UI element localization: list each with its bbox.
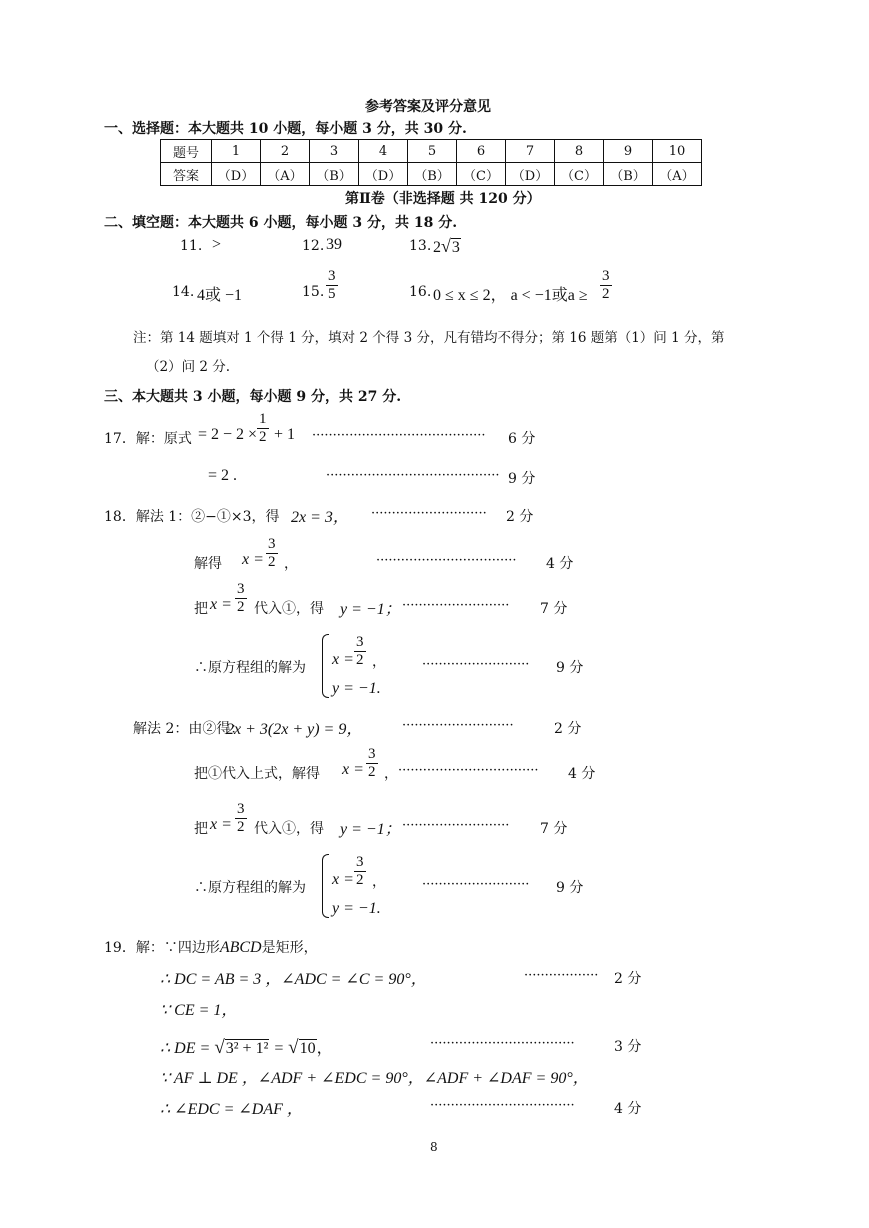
q18-m1-solve: 解得 [194,556,222,572]
q18-m1-sub-a: 把 [194,601,208,617]
q14-number: 14. [172,284,195,300]
q18-m2-sub-x: x = [210,816,232,833]
q18-m1-sol-comma: ， [372,654,386,670]
frac-num: 3 [368,746,376,762]
q12-answer: 39 [326,236,342,253]
q17-score-2: 9 分 [508,471,536,487]
q17-expr-a: = 2 − 2 × [198,426,258,443]
q18-m1-sub-b: 代入①，得 [254,601,324,617]
table-cell: 4 [359,140,408,163]
table-cell: （D） [212,163,261,186]
q18-m2-sub-b: 代入①，得 [254,821,324,837]
q18-m2-comma: ， [384,766,398,782]
q18-m1-dots-3: ·························· [402,598,510,613]
q15-answer [324,268,340,303]
q17-dots-1: ·········································· [312,428,486,443]
q19-intro [104,937,318,957]
q18-m1-comma: ， [284,556,298,572]
q19-line-3: ∴ DE = √3² + 1² = √10， [160,1037,333,1058]
q18-m1-score-1: 2 分 [506,509,534,525]
table-cell: （B） [604,163,653,186]
q18-m2-score-2: 4 分 [568,766,596,782]
q17-expr-b: + 1 [274,426,296,443]
q18-m2-sol-frac [352,854,368,889]
q13-radicand: 3 [451,239,460,256]
q19-label: 19．解：∵四边形 [104,940,220,956]
q16-denominator: 2 [602,286,610,302]
q18-m2-label: 解法 2：由②得： [133,721,245,737]
table-cell: （A） [261,163,310,186]
table-cell: 7 [506,140,555,163]
page-title: 参考答案及评分意见 [365,99,491,115]
note-line-2: （2）问 2 分. [146,359,231,375]
q18-m1-x: x = [242,551,264,568]
frac-den: 2 [237,599,245,615]
q13-answer: 2√3 [433,236,460,256]
section-2-heading: 二、填空题：本大题共 6 小题，每小题 3 分，共 18 分. [104,215,458,231]
q17-frac-num: 1 [259,411,267,427]
q19-de: ∴ DE = [160,1040,211,1057]
table-cell: （B） [310,163,359,186]
q18-m2-sub-a: 把 [194,821,208,837]
q18-m1-dots-1: ···························· [371,506,487,521]
answer-table [160,139,702,186]
table-cell: 9 [604,140,653,163]
q18-m2-frac [364,746,380,781]
q16-numerator: 3 [602,268,610,284]
q18-m2-sol-label: ∴原方程组的解为 [194,880,306,896]
q19-radicand-2: 10 [299,1040,316,1057]
q19-line-5: ∴ ∠EDC = ∠DAF ， [160,1101,303,1118]
q18-m1-sol-frac [352,634,368,669]
table-cell: （D） [359,163,408,186]
table-cell: 2 [261,140,310,163]
q12-number: 12. [302,238,325,254]
q18-m2-sol-y: y = −1. [332,900,381,917]
q19-radicand: 3² + 1² [225,1040,269,1057]
q19-line-4: ∵ AF ⊥ DE ，∠ADF + ∠EDC = 90°，∠ADF + ∠DAF = 90°， [160,1070,589,1087]
q13-number: 13. [409,238,432,254]
q13-coef: 2 [433,239,441,256]
q17-frac-den: 2 [259,429,267,445]
q18-m1-sub-frac [233,581,249,616]
q18-m2-sub-y: y = −1； [340,821,401,838]
q18-m2-dots-4: ·························· [422,877,530,892]
table-cell: 10 [653,140,702,163]
q18-m2-score-3: 7 分 [540,821,568,837]
q15-denominator: 5 [328,286,336,302]
q16-number: 16. [409,284,432,300]
q17-line-2: = 2 . [208,467,238,484]
table-cell: 3 [310,140,359,163]
q17-label: 17．解：原式 [104,431,192,447]
table-cell: （D） [506,163,555,186]
q18-m2-brace [322,854,329,918]
q18-m2-dots-3: ·························· [402,818,510,833]
table-cell: （B） [408,163,457,186]
page-number: 8 [430,1140,438,1154]
q18-m1-label: 18．解法 1：②−①×3，得 [104,509,280,525]
q15-number: 15. [302,284,325,300]
frac-den: 2 [368,764,376,780]
frac-den: 2 [268,554,276,570]
q18-m1-eq: 2x = 3， [291,509,349,526]
q18-m2-dots-2: ·································· [398,763,539,778]
frac-num: 3 [237,581,245,597]
q18-m1-score-3: 7 分 [540,601,568,617]
frac-num: 3 [356,634,364,650]
q17-dots-2: ·········································· [326,468,500,483]
frac-den: 2 [356,652,364,668]
table-cell: （C） [457,163,506,186]
q19-line-5-dots: ··································· [430,1098,575,1113]
q16-fraction [598,268,614,303]
frac-den: 2 [356,872,364,888]
q19-line-3-dots: ··································· [430,1036,575,1051]
q18-m2-sol-x: x = [332,871,354,888]
table-cell: 1 [212,140,261,163]
q19-rect: 是矩形， [261,940,318,956]
q18-m2-sub-frac [233,801,249,836]
q11-number: 11. [180,238,203,254]
q18-m1-score-4: 9 分 [556,660,584,676]
q18-m2-score-1: 2 分 [554,721,582,737]
q18-m1-dots-2: ·································· [376,553,517,568]
q19-line-2: ∵ CE = 1， [160,1002,238,1019]
q19-comma: ， [316,1040,333,1057]
q19-line-5-score: 4 分 [614,1101,642,1117]
q19-abcd: ABCD [219,939,262,956]
q18-m1-frac [264,536,280,571]
q18-m1-brace [322,634,329,698]
q18-m2-solve: 把①代入上式，解得 [194,766,320,782]
frac-num: 3 [268,536,276,552]
q18-m2-x: x = [342,761,364,778]
table-cell: 8 [555,140,604,163]
q18-m1-score-2: 4 分 [546,556,574,572]
q11-answer: > [212,236,222,253]
q19-line-3-score: 3 分 [614,1039,642,1055]
frac-den: 2 [237,819,245,835]
q19-equals: = [273,1040,285,1057]
q18-m1-sub-y: y = −1； [340,601,401,618]
table-cell: （C） [555,163,604,186]
frac-num: 3 [356,854,364,870]
q16-answer: 0 ≤ x ≤ 2， a < −1或a ≥ [433,287,588,304]
frac-num: 3 [237,801,245,817]
section-3-heading: 三、本大题共 3 小题，每小题 9 分，共 27 分. [104,389,402,405]
q18-m1-dots-4: ·························· [422,657,530,672]
q17-score-1: 6 分 [508,431,536,447]
q18-m1-sol-y: y = −1. [332,680,381,697]
q15-numerator: 3 [328,268,336,284]
q18-m1-sub-x: x = [210,596,232,613]
q18-m2-score-4: 9 分 [556,880,584,896]
table-row-label: 题号 [161,140,212,163]
q19-line-1-score: 2 分 [614,971,642,987]
table-cell: （A） [653,163,702,186]
q19-line-1: ∴ DC = AB = 3 ，∠ADC = ∠C = 90°， [160,971,427,988]
q19-line-1-dots: ·················· [524,968,599,983]
note-line-1: 注：第 14 题填对 1 个得 1 分，填对 2 个得 3 分，凡有错均不得分；第 16 题第（1）问 1 分，第 [133,330,725,346]
table-row [161,163,702,186]
table-row [161,140,702,163]
table-cell: 5 [408,140,457,163]
table-cell: 6 [457,140,506,163]
section-1-heading: 一、选择题：本大题共 10 小题，每小题 3 分，共 30 分. [104,121,467,137]
q17-fraction [255,411,271,446]
q18-m2-dots-1: ··························· [402,718,514,733]
q18-m2-eq: 2x + 3(2x + y) = 9， [226,721,363,738]
table-row-label: 答案 [161,163,212,186]
q14-answer: 4或 −1 [197,287,243,304]
q18-m2-sol-comma: ， [372,874,386,890]
part-2-title: 第Ⅱ卷（非选择题 共 120 分） [345,191,541,207]
q18-m1-sol-label: ∴原方程组的解为 [194,660,306,676]
q18-m1-sol-x: x = [332,651,354,668]
